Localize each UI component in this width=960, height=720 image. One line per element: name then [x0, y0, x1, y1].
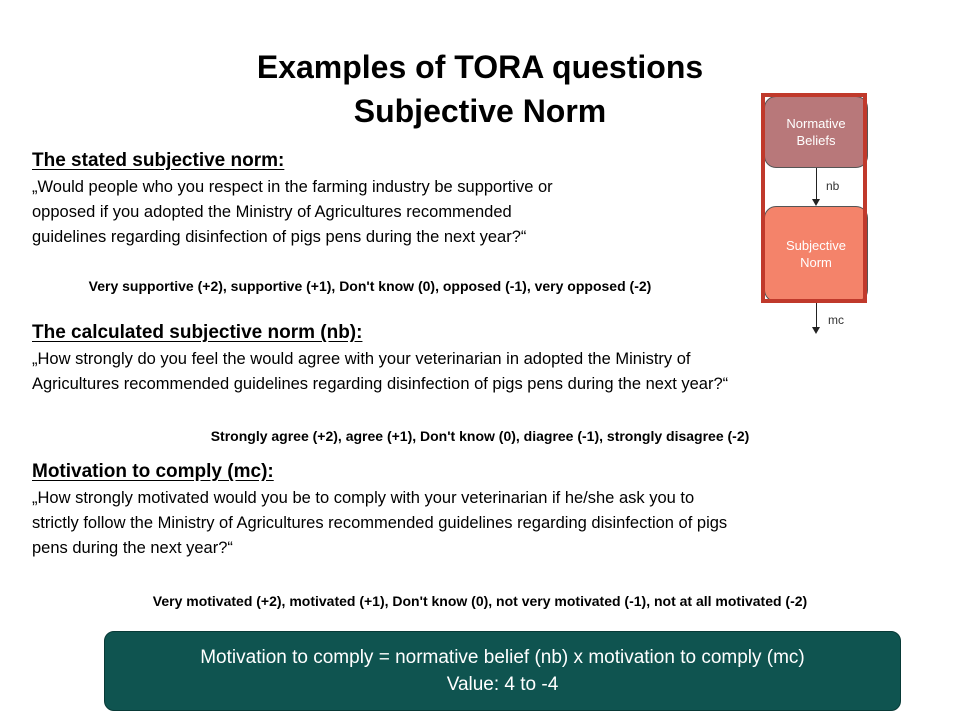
calculated-norm-question	[32, 347, 942, 397]
motivation-scale: Very motivated (+2), motivated (+1), Don't know (0), not very motivated (-1), not at all motivated (-2)	[152, 593, 808, 609]
formula-box	[104, 631, 901, 711]
question-line: opposed if you adopted the Ministry of Agricultures recommended	[32, 203, 512, 221]
question-line: pens during the next year?“	[32, 539, 233, 557]
page-subtitle: Subjective Norm	[353, 93, 607, 129]
stated-norm-scale: Very supportive (+2), supportive (+1), Don't know (0), opposed (-1), very opposed (-2)	[88, 278, 652, 294]
question-line: guidelines regarding disinfection of pigs pens during the next year?“	[32, 228, 527, 246]
stated-norm-question	[32, 175, 752, 250]
question-line: „How strongly do you feel the would agree with your veterinarian in adopted the Ministry of	[32, 350, 691, 368]
nb-arrow-head-icon	[812, 199, 820, 206]
nb-label: nb	[826, 179, 840, 193]
nb-arrow-line	[816, 168, 817, 199]
stated-norm-heading: The stated subjective norm:	[32, 150, 285, 171]
calculated-norm-heading: The calculated subjective norm (nb):	[32, 322, 363, 343]
motivation-heading: Motivation to comply (mc):	[32, 461, 274, 482]
node-label: Subjective	[786, 238, 846, 253]
page-title: Examples of TORA questions	[256, 49, 704, 85]
node-label: Norm	[800, 255, 832, 270]
calculated-norm-scale: Strongly agree (+2), agree (+1), Don't know (0), diagree (-1), strongly disagree (-2)	[210, 428, 750, 444]
node-label: Normative	[786, 116, 846, 131]
question-line: strictly follow the Ministry of Agricultures recommended guidelines regarding disinfection of pigs	[32, 514, 728, 532]
mc-arrow-line	[816, 303, 817, 328]
formula-value-range: Value: 4 to -4	[446, 674, 559, 695]
formula-text: Motivation to comply = normative belief (nb) x motivation to comply (mc)	[200, 647, 805, 668]
question-line: Agricultures recommended guidelines regarding disinfection of pigs pens during the next year?“	[32, 375, 729, 393]
motivation-question	[32, 486, 942, 561]
mc-arrow-head-icon	[812, 327, 820, 334]
question-line: „Would people who you respect in the farming industry be supportive or	[32, 178, 553, 196]
mc-label: mc	[828, 313, 844, 327]
question-line: „How strongly motivated would you be to comply with your veterinarian if he/she ask you to	[32, 489, 695, 507]
node-label: Beliefs	[796, 133, 836, 148]
diagram-highlight-frame	[761, 93, 867, 303]
